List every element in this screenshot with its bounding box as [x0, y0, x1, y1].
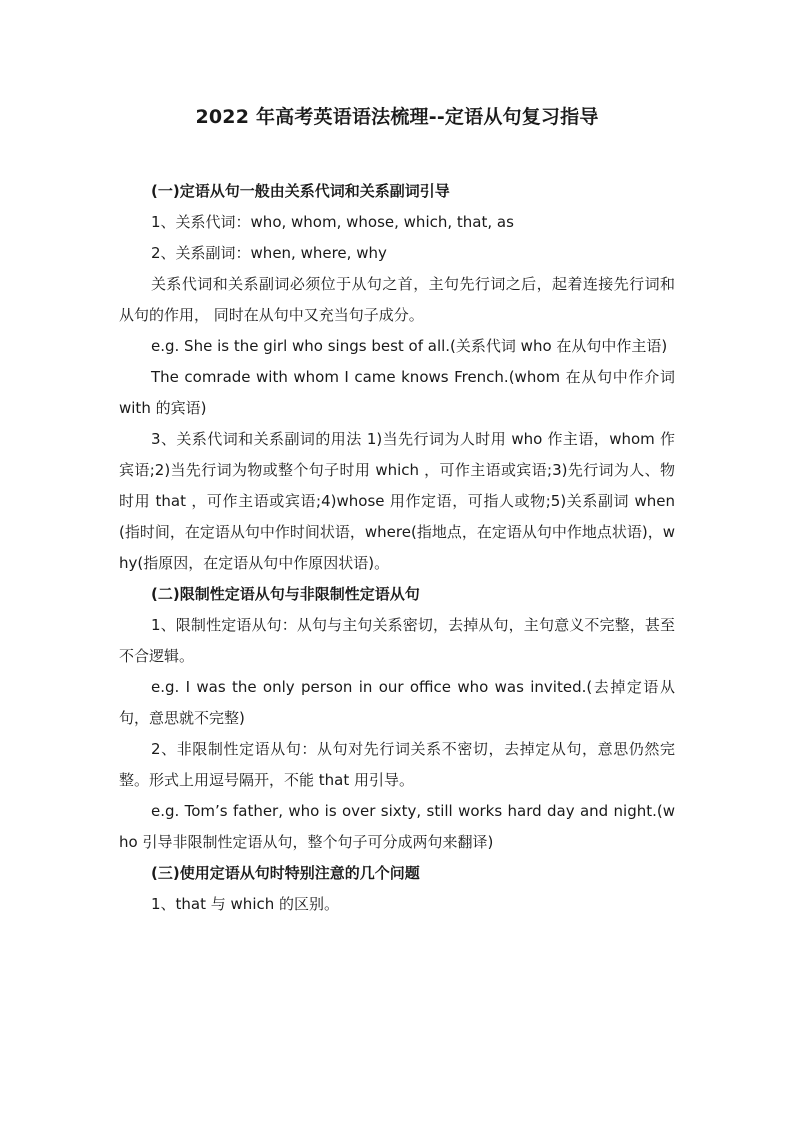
section-heading-1: (一)定语从句一般由关系代词和关系副词引导 — [151, 182, 450, 200]
paragraph: 3、关系代词和关系副词的用法 1)当先行词为人时用 who 作主语，whom 作宾语;2)当先行词为物或整个句子时用 which ，可作主语或宾语;3)先行词为人、物时用 that ，可作主语或宾语;4)whose 用作定语，可指人或物;5)关系副词 when(指时间，在定语从句中作时间状语，where(指地点，在定语从句中作地点状语)，why(指原因，在定语从句中作原因状语)。 — [119, 430, 675, 572]
paragraph: 1、限制性定语从句：从句与主句关系密切，去掉从句，主句意义不完整，甚至不合逻辑。 — [119, 616, 675, 665]
paragraph: 2、关系副词：when, where, why — [151, 244, 387, 262]
section-heading-2: (二)限制性定语从句与非限制性定语从句 — [151, 585, 420, 603]
paragraph: 2、非限制性定语从句：从句对先行词关系不密切，去掉定从句，意思仍然完整。形式上用逗号隔开，不能 that 用引导。 — [119, 740, 675, 789]
document-body — [119, 176, 675, 920]
paragraph: 关系代词和关系副词必须位于从句之首，主句先行词之后，起着连接先行词和从句的作用， 同时在从句中又充当句子成分。 — [119, 275, 675, 324]
paragraph: 1、that 与 which 的区别。 — [151, 895, 340, 913]
section-heading-3: (三)使用定语从句时特别注意的几个问题 — [151, 864, 420, 882]
example-sentence: e.g. Tom’s father, who is over sixty, still works hard day and night.(who 引导非限制性定语从句，整个句子可分成两句来翻译) — [119, 802, 675, 851]
example-sentence: e.g. She is the girl who sings best of all.(关系代词 who 在从句中作主语) — [151, 337, 668, 355]
document-title: 2022 年高考英语语法梳理--定语从句复习指导 — [195, 106, 599, 128]
example-sentence: e.g. I was the only person in our office who was invited.(去掉定语从句，意思就不完整) — [119, 678, 675, 727]
paragraph: 1、关系代词：who, whom, whose, which, that, as — [151, 213, 514, 231]
example-sentence: The comrade with whom I came knows French.(whom 在从句中作介词 with 的宾语) — [119, 368, 675, 417]
